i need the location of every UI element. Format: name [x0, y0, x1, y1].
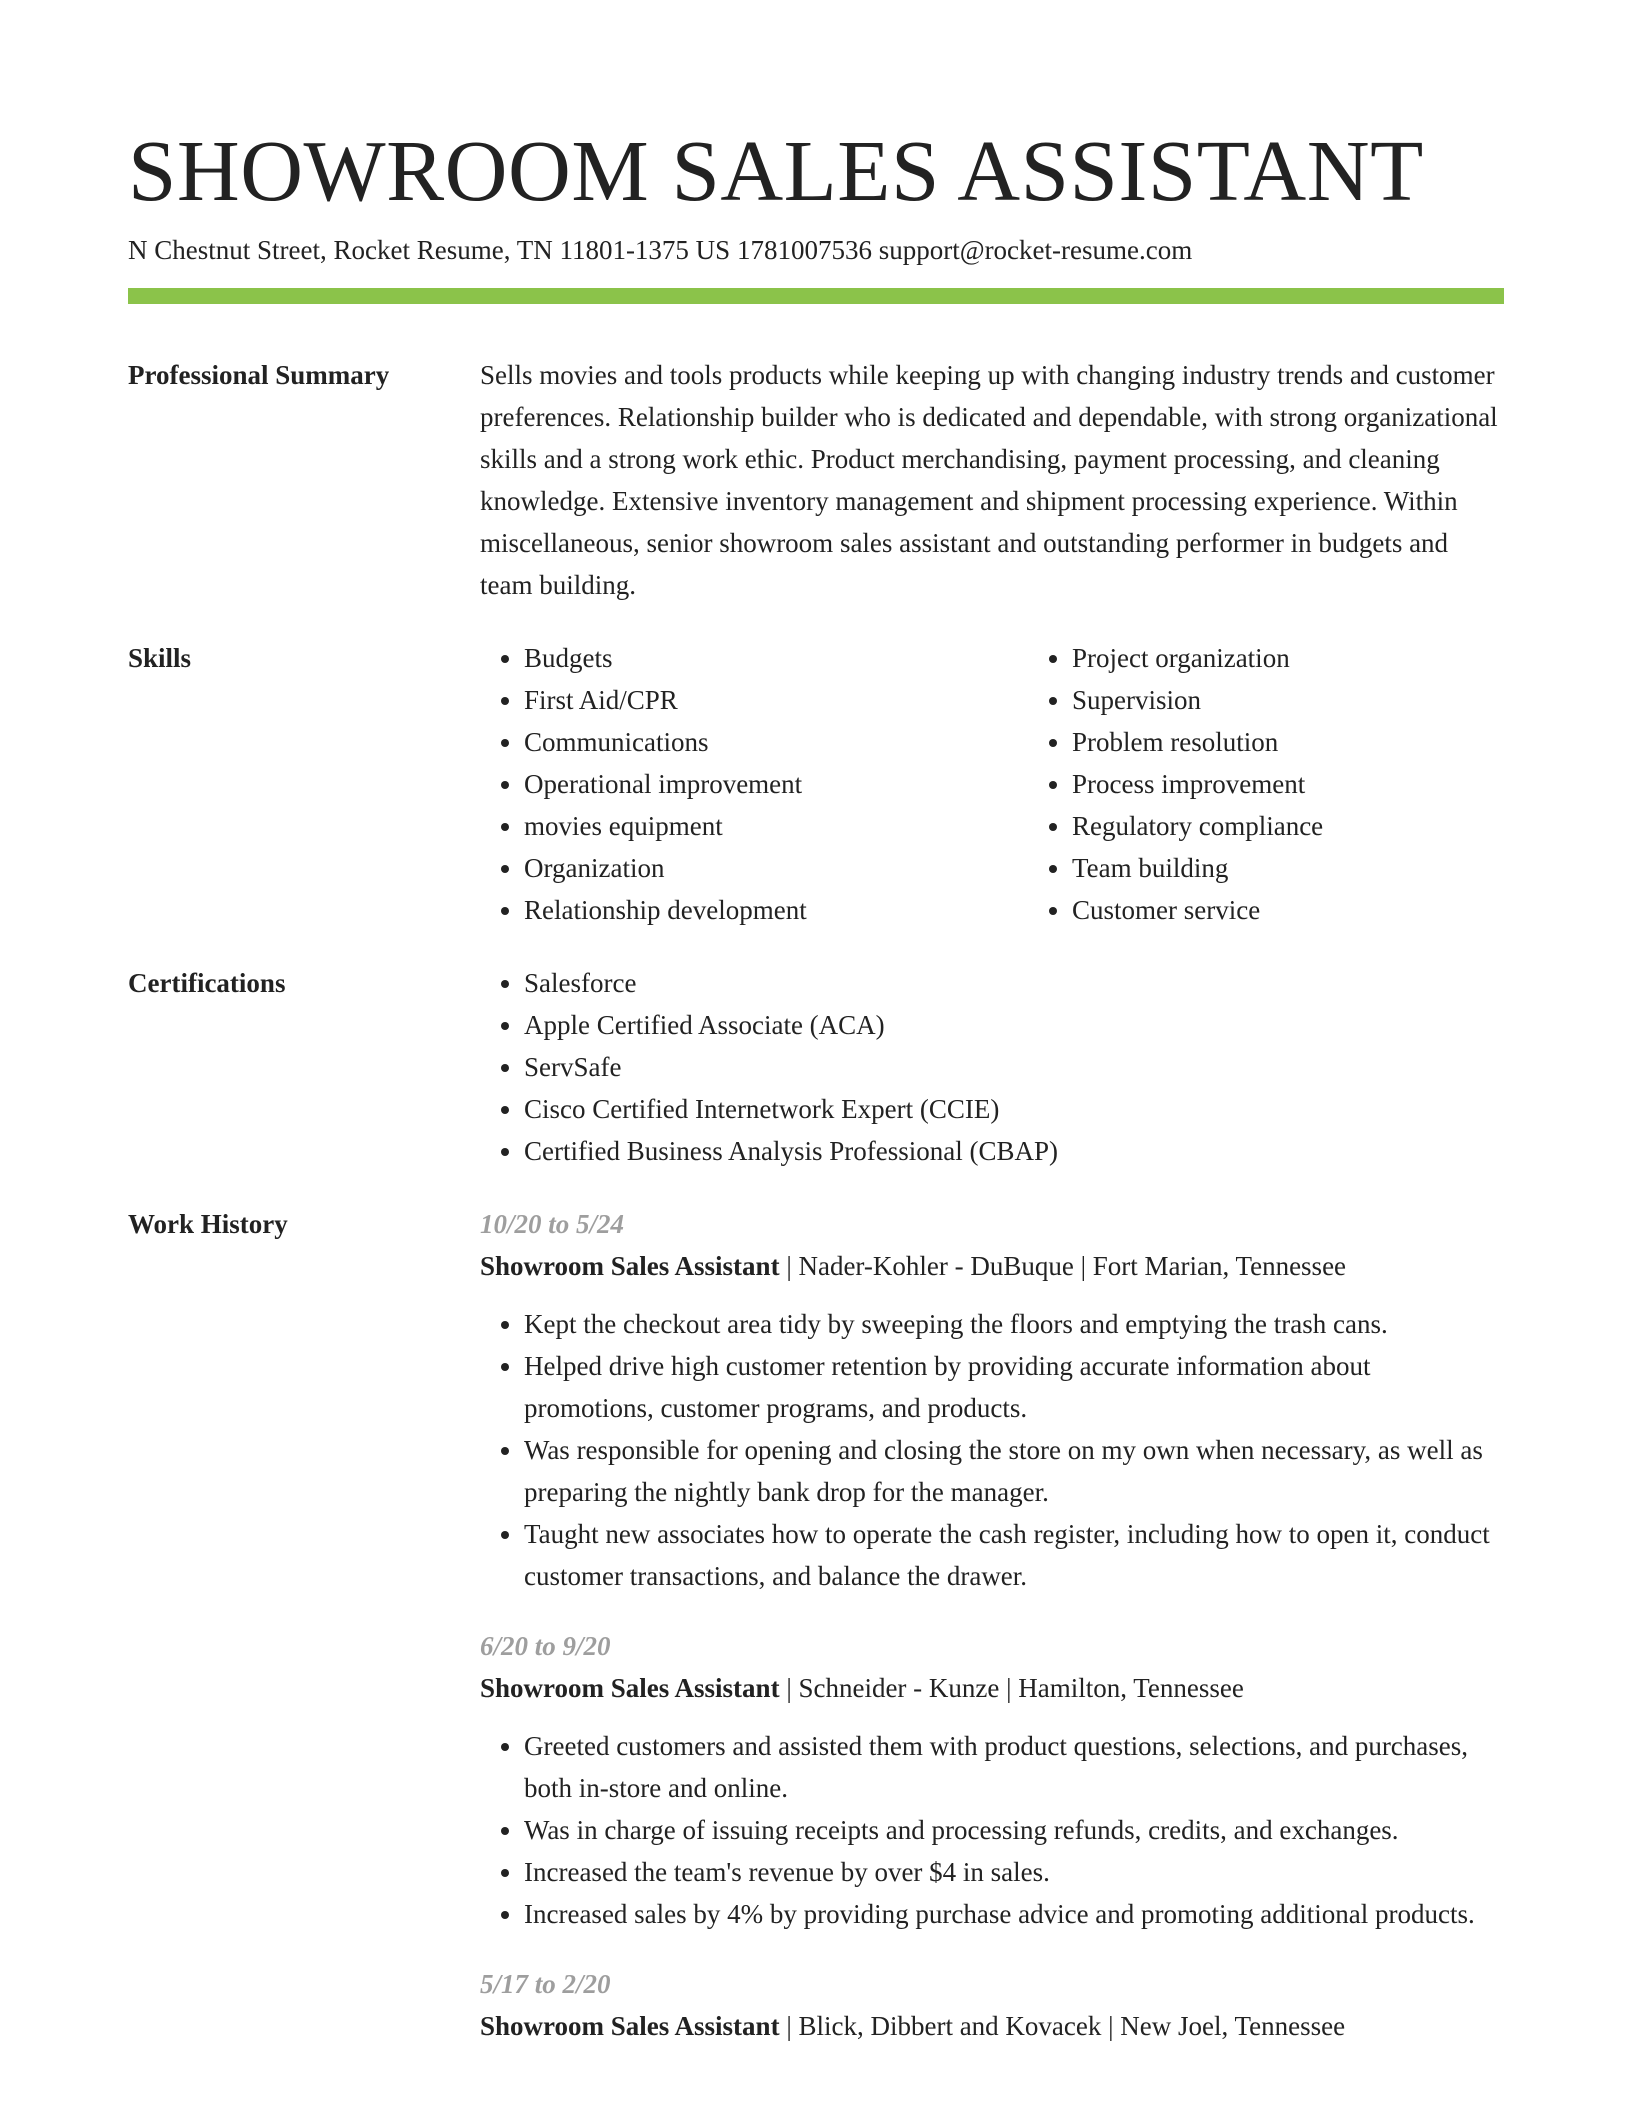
certification-item: • Salesforce — [524, 962, 1504, 1004]
skill-item: • Regulatory compliance — [1072, 805, 1576, 847]
job-bullets — [480, 1303, 1504, 1597]
job-heading — [480, 2005, 1504, 2047]
certification-item: • Apple Certified Associate (ACA) — [524, 1004, 1504, 1046]
skill-item: • Process improvement — [1072, 763, 1576, 805]
job-title: Showroom Sales Assistant — [480, 1673, 780, 1703]
certification-item: • Certified Business Analysis Professional (CBAP) — [524, 1130, 1504, 1172]
summary-text: Sells movies and tools products while keeping up with changing industry trends and customer preferences. Relationship builder who is dedicated and dependable, with strong organizational skills and a strong work ethic. Product merchandising, payment processing, and cleaning knowledge. Extensive inventory management and shipment processing experience. Within miscellaneous, senior showroom sales assistant and outstanding performer in budgets and team building. — [480, 360, 1498, 600]
job-employer: | Blick, Dibbert and Kovacek | New Joel, Tennessee — [779, 2011, 1346, 2041]
job-title: Showroom Sales Assistant — [480, 2011, 780, 2041]
certifications-label: Certifications — [128, 968, 286, 998]
certifications-list — [480, 962, 1504, 1172]
job-entry — [480, 1963, 1504, 2047]
skill-item: • Supervision — [1072, 679, 1576, 721]
skills-list-left — [480, 637, 1028, 931]
job-heading — [480, 1245, 1504, 1287]
summary-label: Professional Summary — [128, 360, 390, 390]
skill-item: • Customer service — [1072, 889, 1576, 931]
job-employer: | Nader-Kohler - DuBuque | Fort Marian, Tennessee — [779, 1251, 1347, 1281]
skill-item: • Communications — [524, 721, 1028, 763]
skill-item: • movies equipment — [524, 805, 1028, 847]
skills-list-right — [1028, 637, 1576, 931]
job-employer: | Schneider - Kunze | Hamilton, Tennessee — [779, 1673, 1244, 1703]
certification-item: • Cisco Certified Internetwork Expert (CCIE) — [524, 1088, 1504, 1130]
job-bullet: • Increased the team's revenue by over $4 in sales. — [524, 1851, 1504, 1893]
job-bullets — [480, 1725, 1504, 1935]
skill-item: • First Aid/CPR — [524, 679, 1028, 721]
contact-info: N Chestnut Street, Rocket Resume, TN 11801-1375 US 1781007536 support@rocket-resume.com — [128, 235, 1193, 265]
resume-page — [128, 118, 1504, 2075]
skills-label: Skills — [128, 643, 192, 673]
job-dates: 6/20 to 9/20 — [480, 1631, 611, 1661]
work-history-label: Work History — [128, 1209, 288, 1239]
job-bullet: • Increased sales by 4% by providing purchase advice and promoting additional products. — [524, 1893, 1504, 1935]
resume-title: SHOWROOM SALES ASSISTANT — [128, 122, 1424, 219]
accent-divider — [128, 288, 1504, 304]
skill-item: • Project organization — [1072, 637, 1576, 679]
job-title: Showroom Sales Assistant — [480, 1251, 780, 1281]
job-bullet: • Was in charge of issuing receipts and processing refunds, credits, and exchanges. — [524, 1809, 1504, 1851]
skills-section — [128, 637, 1504, 931]
summary-section — [128, 354, 1504, 606]
job-heading — [480, 1667, 1504, 1709]
skill-item: • Budgets — [524, 637, 1028, 679]
job-bullet: • Taught new associates how to operate the cash register, including how to open it, conduct customer transactions, and balance the drawer. — [524, 1513, 1504, 1597]
job-bullet: • Greeted customers and assisted them with product questions, selections, and purchases, both in-store and online. — [524, 1725, 1504, 1809]
skill-item: • Problem resolution — [1072, 721, 1576, 763]
job-dates: 10/20 to 5/24 — [480, 1209, 625, 1239]
job-entry — [480, 1203, 1504, 1597]
job-bullet: • Was responsible for opening and closing the store on my own when necessary, as well as preparing the nightly bank drop for the manager. — [524, 1429, 1504, 1513]
work-history-section — [128, 1203, 1504, 2075]
job-entry — [480, 1625, 1504, 1935]
job-dates: 5/17 to 2/20 — [480, 1969, 611, 1999]
skill-item: • Relationship development — [524, 889, 1028, 931]
skill-item: • Team building — [1072, 847, 1576, 889]
certifications-section — [128, 962, 1504, 1172]
skill-item: • Organization — [524, 847, 1028, 889]
skill-item: • Operational improvement — [524, 763, 1028, 805]
job-bullet: • Kept the checkout area tidy by sweeping the floors and emptying the trash cans. — [524, 1303, 1504, 1345]
certification-item: • ServSafe — [524, 1046, 1504, 1088]
job-bullet: • Helped drive high customer retention by providing accurate information about promotions, customer programs, and products. — [524, 1345, 1504, 1429]
